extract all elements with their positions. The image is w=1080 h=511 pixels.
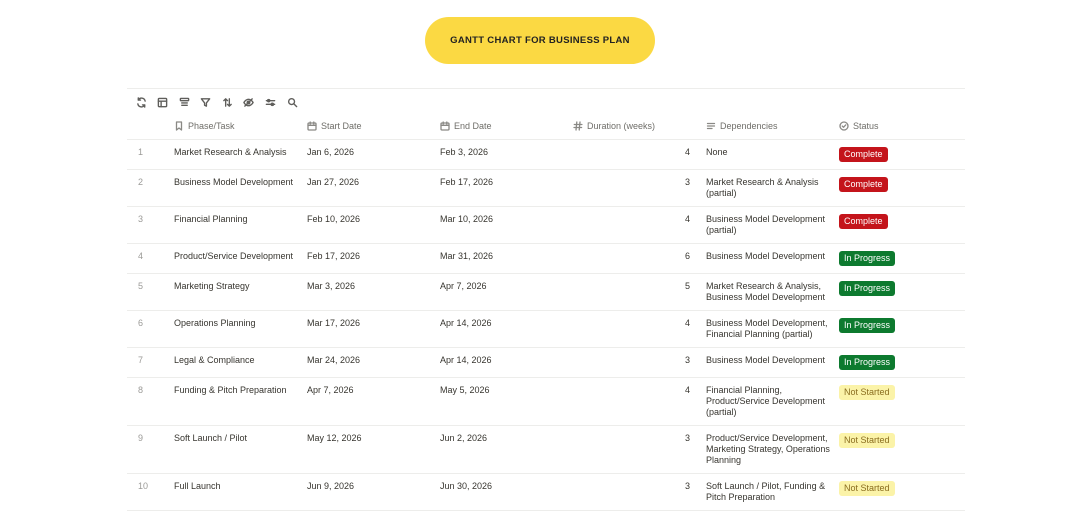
row-number: 8 (127, 377, 166, 425)
calendar-icon (307, 121, 317, 131)
start-date-cell[interactable]: Jan 6, 2026 (299, 139, 432, 169)
end-date-cell[interactable]: Jun 2, 2026 (432, 425, 565, 473)
settings-icon[interactable] (263, 94, 279, 110)
dependencies-cell[interactable]: Market Research & Analysis, Business Model Development (698, 273, 831, 310)
column-header-label: Status (853, 121, 879, 132)
status-cell[interactable] (831, 243, 965, 273)
column-header-dependencies[interactable] (698, 114, 831, 139)
dependencies-cell[interactable]: Business Model Development (698, 243, 831, 273)
end-date-cell[interactable]: Mar 31, 2026 (432, 243, 565, 273)
column-header-label: End Date (454, 121, 492, 132)
status-badge: Complete (839, 214, 888, 229)
status-badge: In Progress (839, 355, 895, 370)
row-number-header (127, 114, 166, 139)
table-row[interactable] (127, 169, 965, 206)
column-header-label: Start Date (321, 121, 362, 132)
number-icon (573, 121, 583, 131)
row-number: 3 (127, 206, 166, 243)
table-row[interactable] (127, 243, 965, 273)
refresh-icon[interactable] (133, 94, 149, 110)
start-date-cell[interactable]: Jun 9, 2026 (299, 473, 432, 510)
table-row[interactable] (127, 139, 965, 169)
dependencies-cell[interactable]: None (698, 139, 831, 169)
start-date-cell[interactable]: Feb 17, 2026 (299, 243, 432, 273)
status-cell[interactable] (831, 473, 965, 510)
table-row[interactable] (127, 347, 965, 377)
row-number: 10 (127, 473, 166, 510)
status-cell[interactable] (831, 347, 965, 377)
dependencies-cell[interactable]: Business Model Development (partial) (698, 206, 831, 243)
calendar-icon (440, 121, 450, 131)
task-cell[interactable]: Marketing Strategy (166, 273, 299, 310)
end-date-cell[interactable]: Feb 17, 2026 (432, 169, 565, 206)
status-cell[interactable] (831, 273, 965, 310)
end-date-cell[interactable]: Apr 14, 2026 (432, 310, 565, 347)
text-lines-icon (706, 121, 716, 131)
end-date-cell[interactable]: Feb 3, 2026 (432, 139, 565, 169)
status-cell[interactable] (831, 139, 965, 169)
database-toolbar (133, 94, 306, 110)
start-date-cell[interactable]: Mar 17, 2026 (299, 310, 432, 347)
task-cell[interactable]: Funding & Pitch Preparation (166, 377, 299, 425)
task-cell[interactable]: Full Launch (166, 473, 299, 510)
duration-cell[interactable]: 4 (565, 206, 698, 243)
status-icon (839, 121, 849, 131)
dependencies-cell[interactable]: Product/Service Development, Marketing Strategy, Operations Planning (698, 425, 831, 473)
row-number: 7 (127, 347, 166, 377)
column-header-label: Dependencies (720, 121, 778, 132)
sort-icon[interactable] (219, 94, 235, 110)
status-cell[interactable] (831, 169, 965, 206)
dependencies-cell[interactable]: Business Model Development (698, 347, 831, 377)
header-row (127, 114, 965, 139)
end-date-cell[interactable]: Jun 30, 2026 (432, 473, 565, 510)
end-date-cell[interactable]: Apr 14, 2026 (432, 347, 565, 377)
duration-cell[interactable]: 3 (565, 425, 698, 473)
database-table-view (127, 88, 965, 502)
column-header-start[interactable] (299, 114, 432, 139)
row-number: 1 (127, 139, 166, 169)
task-cell[interactable]: Market Research & Analysis (166, 139, 299, 169)
task-cell[interactable]: Product/Service Development (166, 243, 299, 273)
duration-cell[interactable]: 3 (565, 473, 698, 510)
start-date-cell[interactable]: Jan 27, 2026 (299, 169, 432, 206)
dependencies-cell[interactable]: Business Model Development, Financial Planning (partial) (698, 310, 831, 347)
search-icon[interactable] (284, 94, 300, 110)
duration-cell[interactable]: 6 (565, 243, 698, 273)
start-date-cell[interactable]: Mar 3, 2026 (299, 273, 432, 310)
row-number: 6 (127, 310, 166, 347)
duration-cell[interactable]: 4 (565, 377, 698, 425)
column-header-duration[interactable] (565, 114, 698, 139)
dependencies-cell[interactable]: Soft Launch / Pilot, Funding & Pitch Preparation (698, 473, 831, 510)
column-header-task[interactable] (166, 114, 299, 139)
duration-cell[interactable]: 3 (565, 169, 698, 206)
start-date-cell[interactable]: Mar 24, 2026 (299, 347, 432, 377)
status-cell[interactable] (831, 425, 965, 473)
end-date-cell[interactable]: Mar 10, 2026 (432, 206, 565, 243)
row-number: 4 (127, 243, 166, 273)
task-cell[interactable]: Soft Launch / Pilot (166, 425, 299, 473)
end-date-cell[interactable]: Apr 7, 2026 (432, 273, 565, 310)
status-badge: In Progress (839, 281, 895, 296)
status-badge: Not Started (839, 385, 895, 400)
dependencies-cell[interactable]: Market Research & Analysis (partial) (698, 169, 831, 206)
column-header-end[interactable] (432, 114, 565, 139)
duration-cell[interactable]: 3 (565, 347, 698, 377)
task-cell[interactable]: Legal & Compliance (166, 347, 299, 377)
start-date-cell[interactable]: Feb 10, 2026 (299, 206, 432, 243)
duration-cell[interactable]: 4 (565, 310, 698, 347)
status-cell[interactable] (831, 206, 965, 243)
table-row[interactable] (127, 206, 965, 243)
status-badge: In Progress (839, 318, 895, 333)
end-date-cell[interactable]: May 5, 2026 (432, 377, 565, 425)
divider (127, 88, 965, 89)
duration-cell[interactable]: 4 (565, 139, 698, 169)
dependencies-cell[interactable]: Financial Planning, Product/Service Development (partial) (698, 377, 831, 425)
status-badge: Not Started (839, 433, 895, 448)
filter-icon[interactable] (198, 94, 214, 110)
table-row[interactable] (127, 377, 965, 425)
page-title: GANTT CHART FOR BUSINESS PLAN (425, 17, 655, 64)
column-header-label: Duration (weeks) (587, 121, 656, 132)
task-cell[interactable]: Operations Planning (166, 310, 299, 347)
start-date-cell[interactable]: Apr 7, 2026 (299, 377, 432, 425)
column-header-label: Phase/Task (188, 121, 235, 132)
duration-cell[interactable]: 5 (565, 273, 698, 310)
table-row[interactable] (127, 310, 965, 347)
row-number: 2 (127, 169, 166, 206)
row-number: 9 (127, 425, 166, 473)
table-row[interactable] (127, 473, 965, 510)
row-number: 5 (127, 273, 166, 310)
task-cell[interactable]: Business Model Development (166, 169, 299, 206)
column-header-status[interactable] (831, 114, 965, 139)
layout-icon[interactable] (155, 94, 171, 110)
group-icon[interactable] (176, 94, 192, 110)
hide-icon[interactable] (241, 94, 257, 110)
status-badge: In Progress (839, 251, 895, 266)
table-row[interactable] (127, 425, 965, 473)
status-badge: Not Started (839, 481, 895, 496)
task-cell[interactable]: Financial Planning (166, 206, 299, 243)
bookmark-icon (174, 121, 184, 131)
status-cell[interactable] (831, 310, 965, 347)
status-badge: Complete (839, 177, 888, 192)
task-table (127, 114, 965, 511)
status-cell[interactable] (831, 377, 965, 425)
status-badge: Complete (839, 147, 888, 162)
table-row[interactable] (127, 273, 965, 310)
start-date-cell[interactable]: May 12, 2026 (299, 425, 432, 473)
